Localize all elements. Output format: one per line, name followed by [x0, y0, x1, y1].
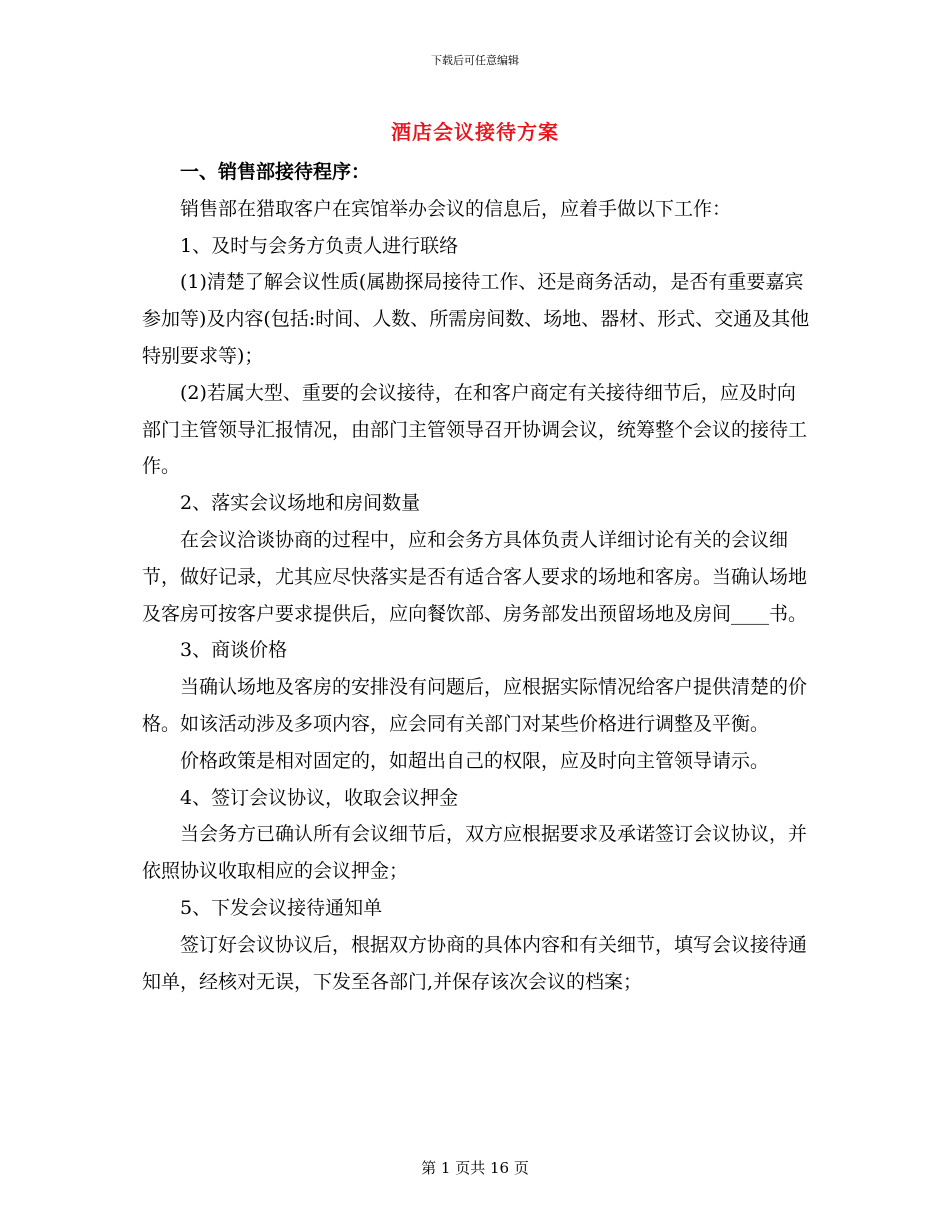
- paragraph: (2)若属大型、重要的会议接待，在和客户商定有关接待细节后，应及时向部门主管领导汇报情况，由部门主管领导召开协调会议，统筹整个会议的接待工作。: [142, 381, 808, 478]
- subsection-heading: 3、商谈价格: [180, 639, 288, 662]
- paragraph: 价格政策是相对固定的，如超出自己的权限，应及时向主管领导请示。: [180, 749, 770, 772]
- paragraph: 签订好会议协议后，根据双方协商的具体内容和有关细节，填写会议接待通知单，经核对无误，下发至各部门,并保存该次会议的档案；: [142, 933, 808, 993]
- paragraph: 当确认场地及客房的安排没有问题后，应根据实际情况给客户提供清楚的价格。如该活动涉及多项内容，应会同有关部门对某些价格进行调整及平衡。: [142, 676, 808, 735]
- subsection-heading: 4、签订会议协议，收取会议押金: [180, 786, 459, 809]
- paragraph: 当会务方已确认所有会议细节后，双方应根据要求及承诺签订会议协议，并依照协议收取相应的会议押金；: [142, 823, 808, 883]
- subsection-heading: 5、下发会议接待通知单: [180, 896, 383, 919]
- section-heading: 一、销售部接待程序：: [180, 161, 371, 183]
- paragraph: 销售部在猎取客户在宾馆举办会议的信息后，应着手做以下工作：: [180, 197, 732, 220]
- subsection-heading: 2、落实会议场地和房间数量: [180, 492, 421, 515]
- page-header-note: 下载后可任意编辑: [431, 54, 519, 67]
- document-body: [142, 154, 814, 1000]
- paragraph: (1)清楚了解会议性质(属勘探局接待工作、还是商务活动，是否有重要嘉宾参加等)及内容(包括:时间、人数、所需房间数、场地、器材、形式、交通及其他特别要求等)；: [142, 271, 810, 367]
- subsection-heading: 1、及时与会务方负责人进行联络: [180, 234, 459, 257]
- document-title: 酒店会议接待方案: [391, 120, 559, 144]
- page-number: 第 1 页共 16 页: [421, 1159, 529, 1177]
- paragraph: 在会议洽谈协商的过程中，应和会务方具体负责人详细讨论有关的会议细节，做好记录，尤其应尽快落实是否有适合客人要求的场地和客房。当确认场地及客房可按客户要求提供后，应向餐饮部、房务部发出预留场地及房间____书。: [142, 528, 808, 625]
